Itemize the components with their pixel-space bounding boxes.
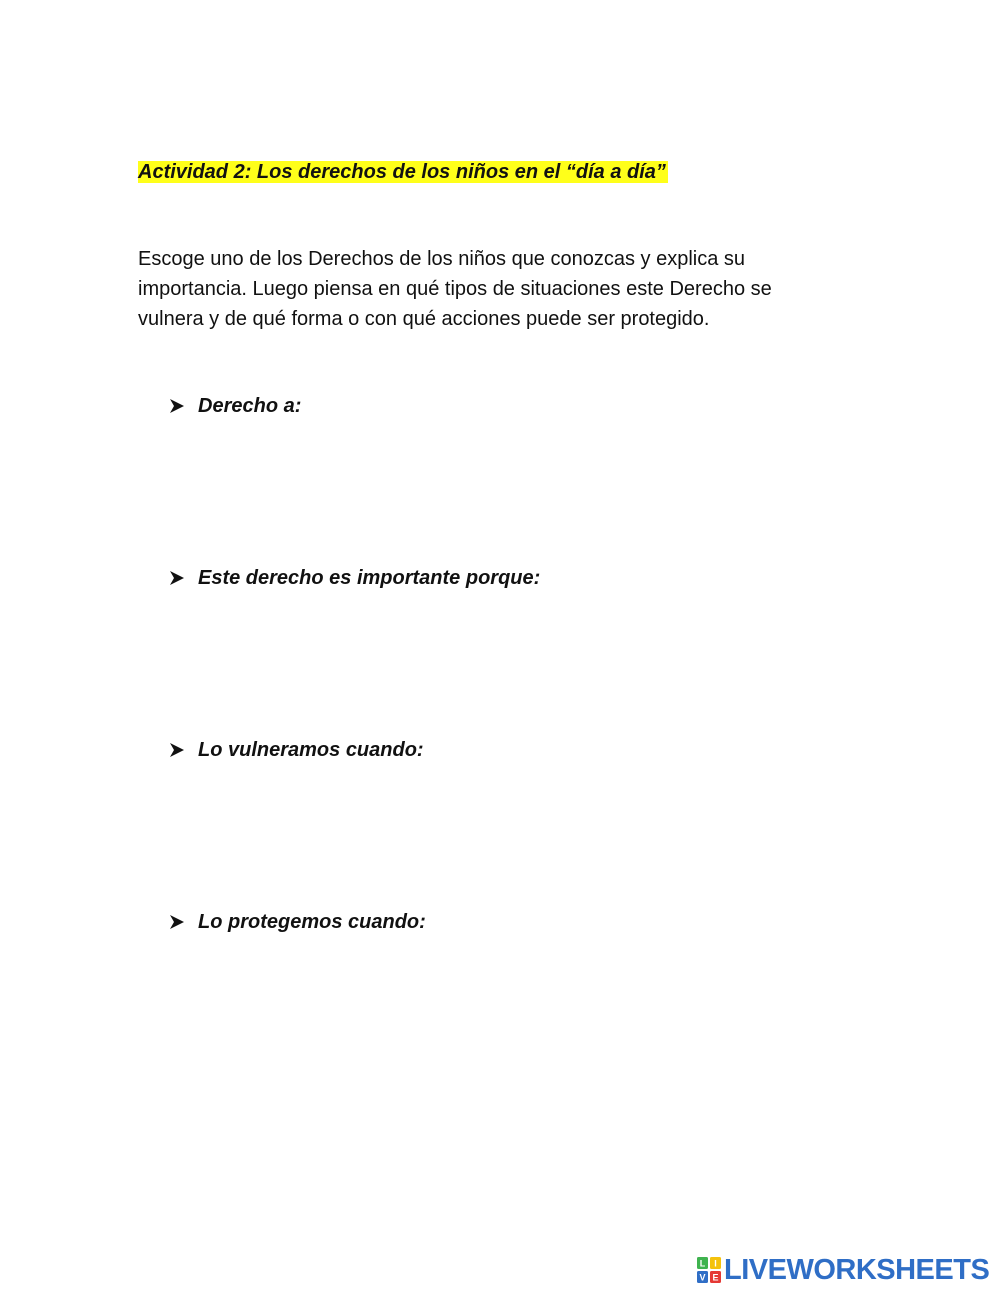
bullet-label-protegemos: Lo protegemos cuando:: [198, 911, 426, 933]
bullet-protegemos: [168, 908, 426, 936]
svg-text:I: I: [714, 1258, 717, 1269]
svg-text:L: L: [699, 1258, 706, 1269]
activity-title: [138, 158, 668, 186]
liveworksheets-logo-icon: [697, 1257, 721, 1283]
brand-wordmark: LIVEWORKSHEETS: [724, 1254, 990, 1286]
arrow-bullet-icon: [168, 913, 186, 931]
bullet-derecho: [168, 392, 301, 420]
svg-text:V: V: [699, 1272, 706, 1283]
arrow-bullet-icon: [168, 397, 186, 415]
activity-title-text: Actividad 2: Los derechos de los niños en el “día a día”: [138, 161, 666, 183]
arrow-bullet-icon: [168, 741, 186, 759]
bullet-label-derecho: Derecho a:: [198, 395, 302, 417]
bullet-vulneramos: [168, 736, 424, 764]
instructions-paragraph: Escoge uno de los Derechos de los niños que conozcas y explica su importancia. Luego piensa en qué tipos de situaciones este Derecho se vulnera y de qué forma o con qué acciones puede ser protegido.: [138, 248, 772, 330]
arrow-bullet-icon: [168, 569, 186, 587]
bullet-label-importante: Este derecho es importante porque:: [198, 567, 541, 589]
bullet-importante: [168, 564, 540, 592]
svg-text:E: E: [712, 1272, 719, 1283]
liveworksheets-brand: [697, 1255, 989, 1285]
bullet-label-vulneramos: Lo vulneramos cuando:: [198, 739, 424, 761]
